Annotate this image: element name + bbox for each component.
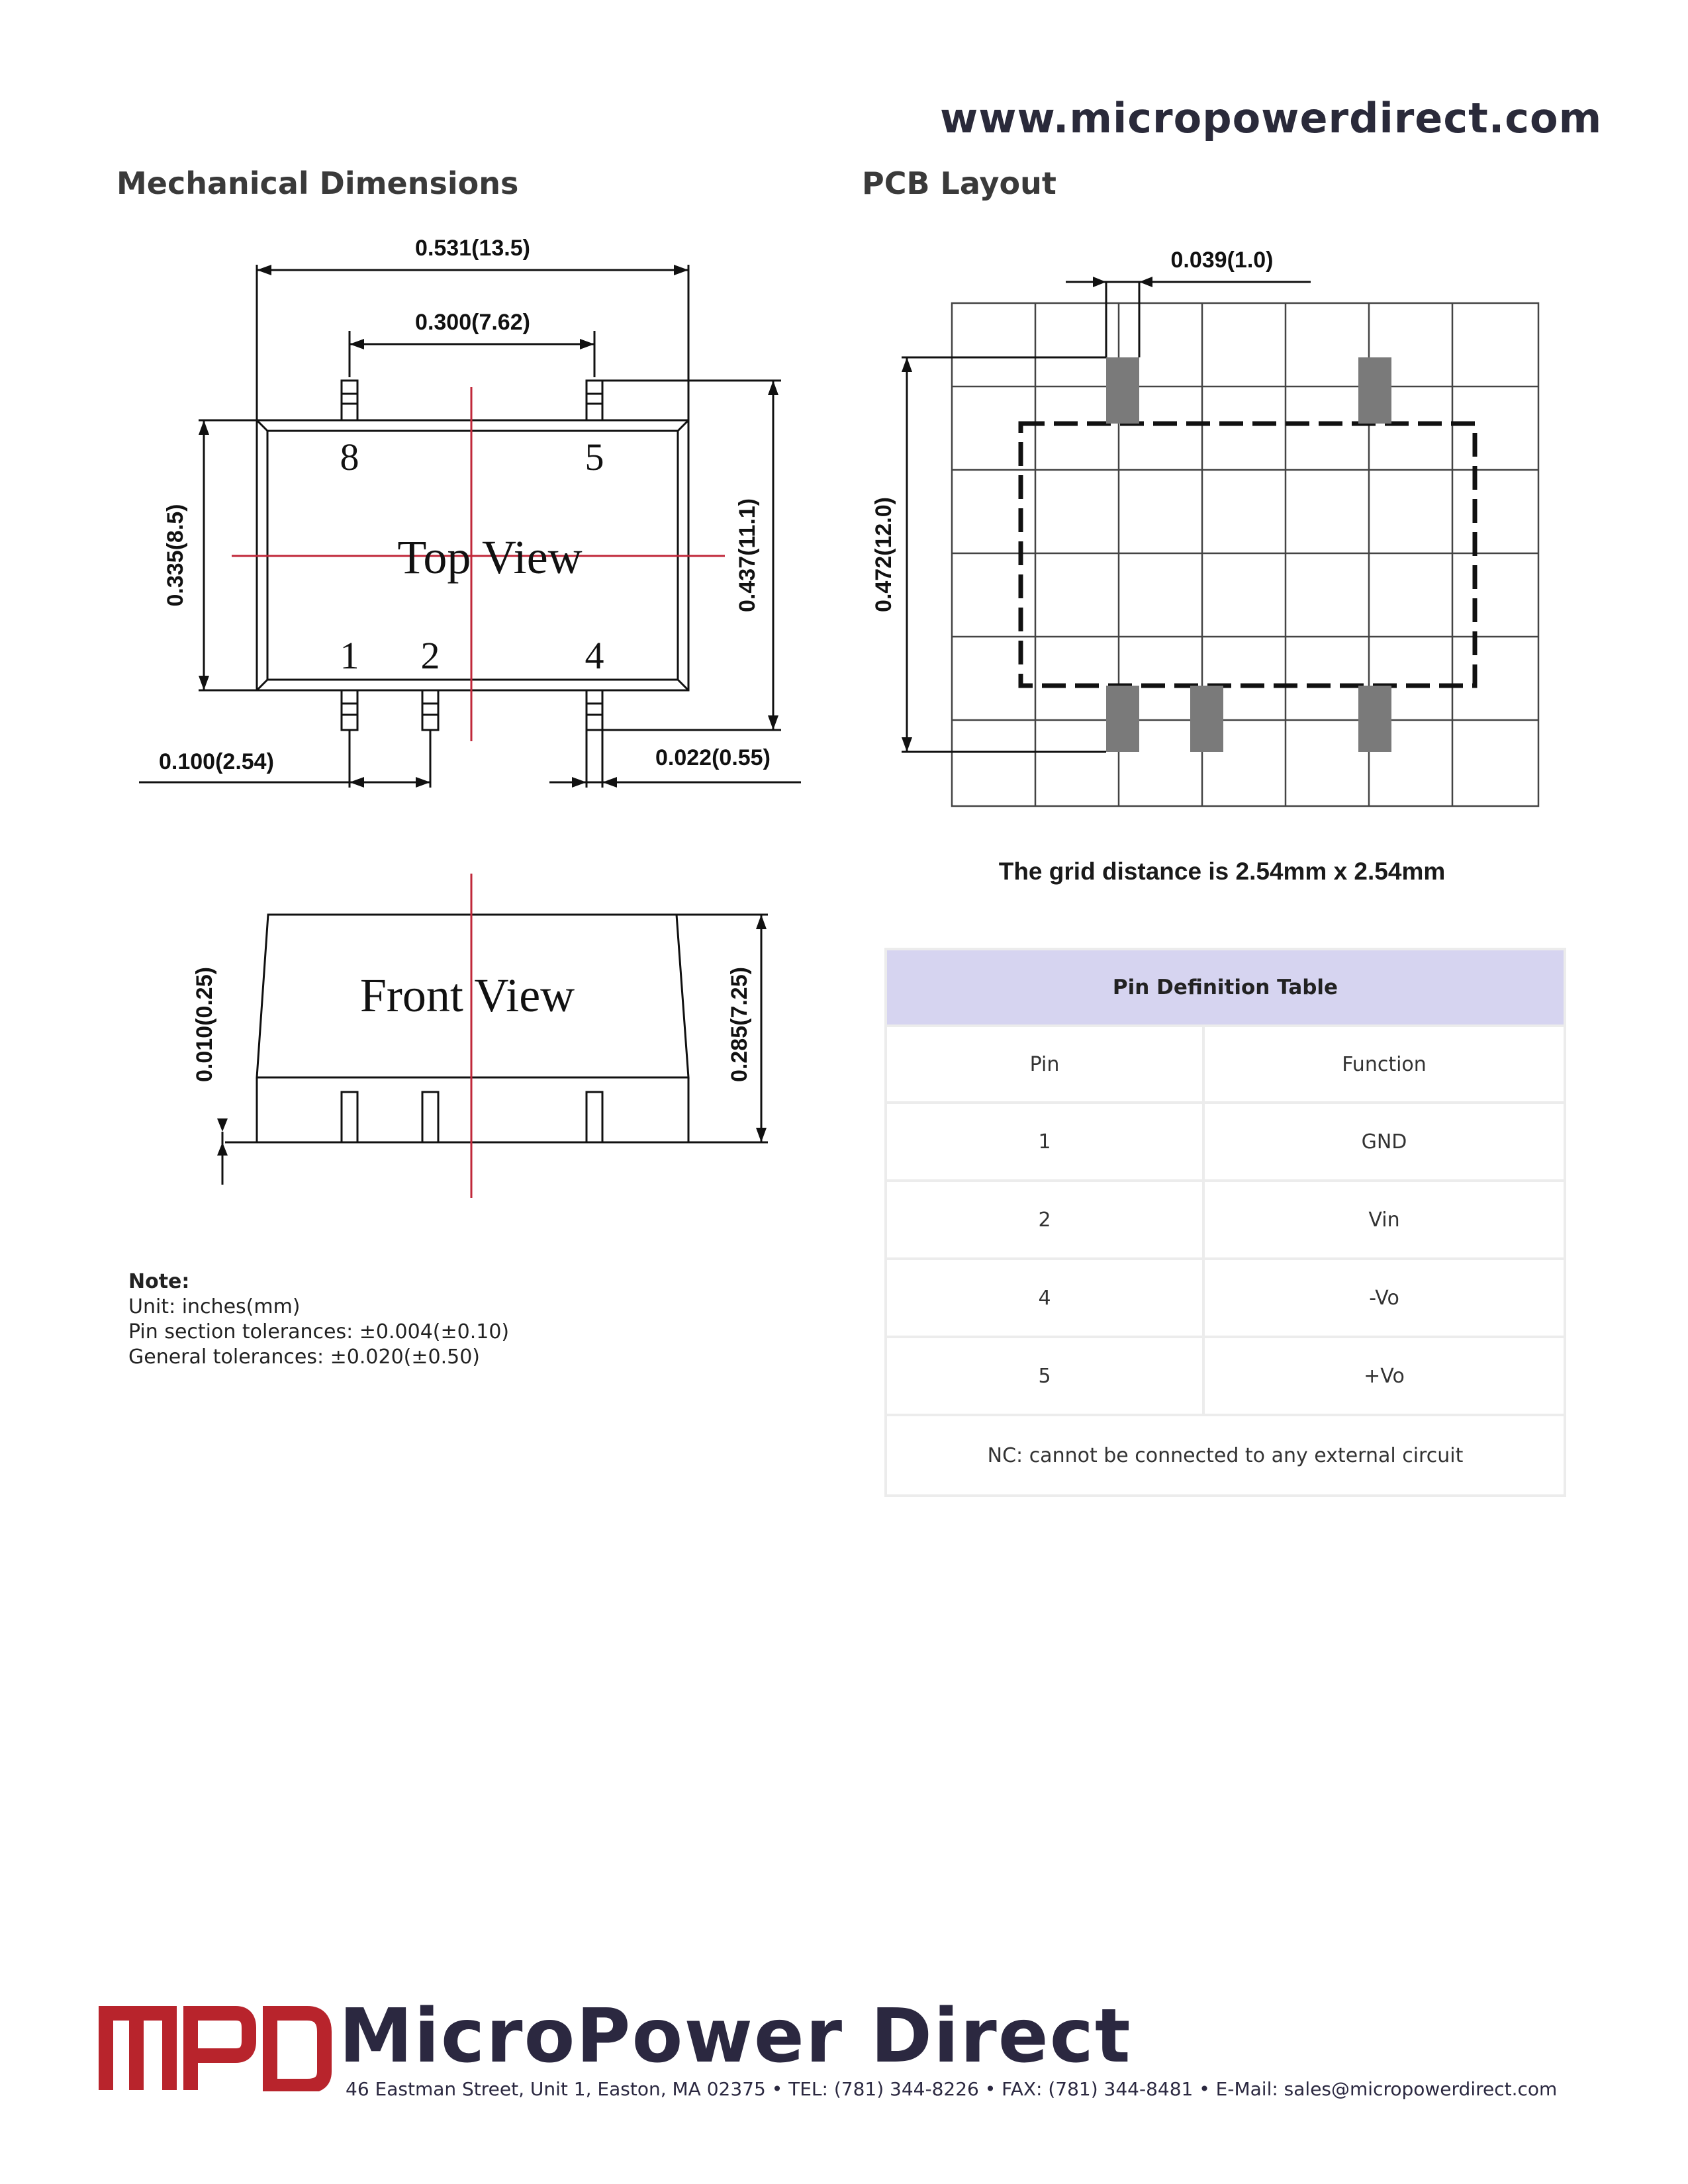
note-line: General tolerances: ±0.020(±0.50) [128,1345,480,1369]
pin-label-5: 5 [585,435,604,478]
pcb-layout-title: PCB Layout [862,165,1056,201]
pin-cell: 1 [886,1103,1203,1181]
dim-total-height: 0.437(11.1) [735,498,760,613]
nc-note: NC: cannot be connected to any external circuit [886,1415,1565,1496]
top-view-label: Top View [397,531,583,584]
website-url[interactable]: www.micropowerdirect.com [940,94,1603,142]
dim-pad-width: 0.039(1.0) [1170,248,1274,273]
note-line: Pin section tolerances: ±0.004(±0.10) [128,1320,510,1343]
dim-body-height: 0.335(8.5) [163,504,188,607]
column-header-pin: Pin [886,1026,1203,1103]
pin-cell: 5 [886,1337,1203,1415]
mechanical-dimensions-title: Mechanical Dimensions [117,165,519,201]
pin-cell: 4 [886,1259,1203,1337]
grid-caption: The grid distance is 2.54mm x 2.54mm [998,858,1446,885]
mechanical-drawing [0,218,834,1277]
function-cell: GND [1203,1103,1565,1181]
pin-label-8: 8 [340,435,359,478]
column-header-function: Function [1203,1026,1565,1103]
dim-front-height: 0.285(7.25) [727,967,752,1082]
front-view-label: Front View [359,969,575,1022]
brand-name: MicroPower Direct [339,1993,1132,2079]
pin-label-4: 4 [585,634,604,677]
pin-cell: 2 [886,1181,1203,1259]
table-note-row [886,1415,1565,1496]
function-cell: +Vo [1203,1337,1565,1415]
dim-pitch: 0.100(2.54) [159,749,274,774]
pcb-layout-drawing [854,218,1688,867]
table-row [886,1181,1565,1259]
dim-pin-width: 0.022(0.55) [655,745,771,770]
dim-pcb-height: 0.472(12.0) [871,497,896,612]
note-block [128,1269,509,1370]
dim-pin-span: 0.300(7.62) [415,310,530,335]
company-address: 46 Eastman Street, Unit 1, Easton, MA 02375 • TEL: (781) 344-8226 • FAX: (781) 344-8481 • E-Mail: sales@micropowerdirect.com [346,2078,1558,2100]
table-row [886,1337,1565,1415]
pin-definition-table [884,948,1566,1497]
table-row [886,1103,1565,1181]
mpd-logo [97,2005,335,2091]
table-row [886,1259,1565,1337]
dim-width: 0.531(13.5) [415,236,530,261]
function-cell: -Vo [1203,1259,1565,1337]
pin-label-1: 1 [340,634,359,677]
table-caption: Pin Definition Table [886,949,1565,1026]
note-title: Note: [128,1270,190,1293]
pin-label-2: 2 [420,634,440,677]
note-line: Unit: inches(mm) [128,1295,301,1318]
dim-standoff: 0.010(0.25) [192,967,217,1082]
function-cell: Vin [1203,1181,1565,1259]
table-header-row [886,1026,1565,1103]
